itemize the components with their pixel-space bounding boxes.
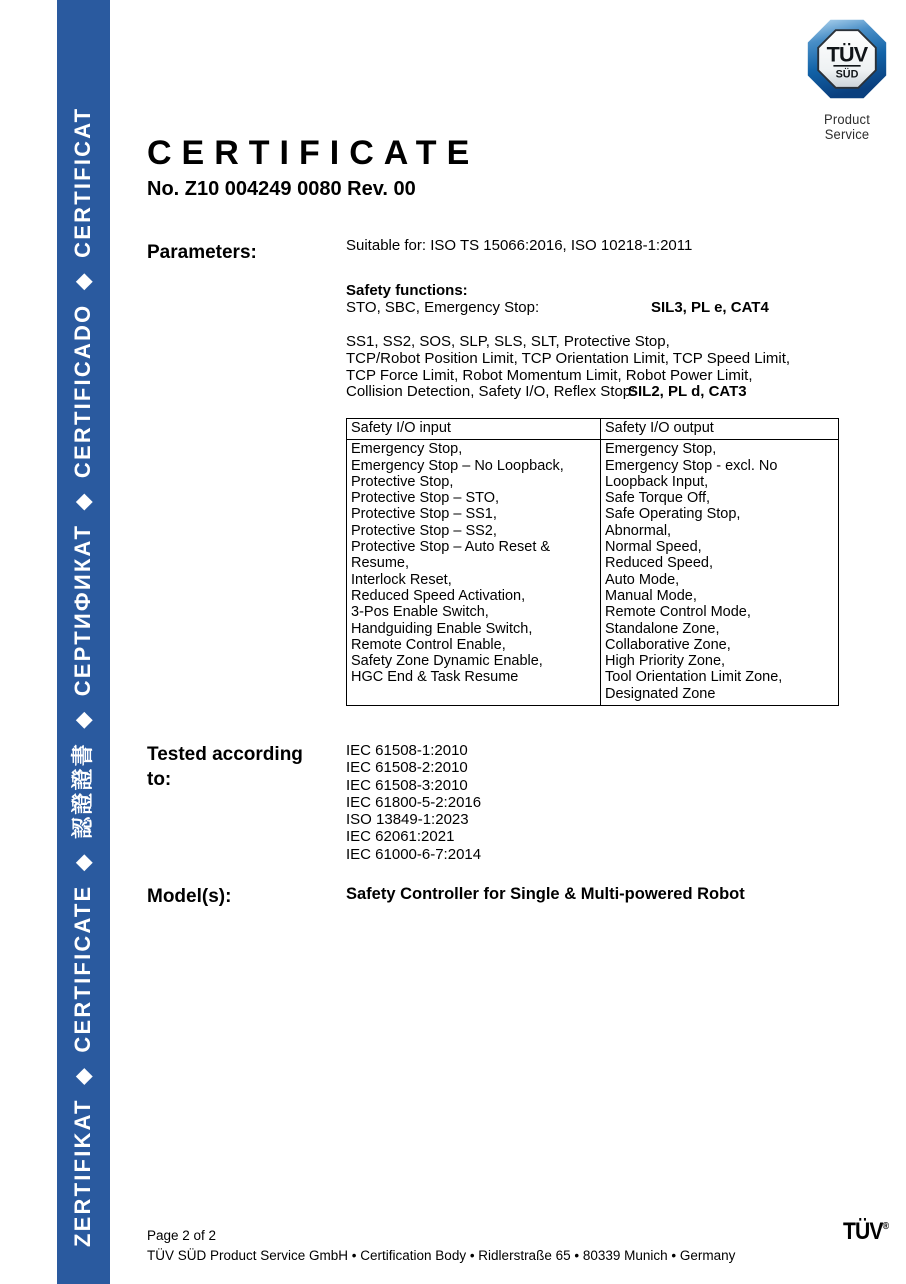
io-output-item: Safe Torque Off, [605, 490, 711, 507]
models-label: Model(s): [147, 886, 232, 907]
io-input-item: Handguiding Enable Switch, [351, 620, 533, 637]
io-output-item: Emergency Stop, [605, 441, 717, 458]
io-output-header: Safety I/O output [601, 419, 839, 440]
footer-address: TÜV SÜD Product Service GmbH • Certification Body • Ridlerstraße 65 • 80339 Munich • Germany [147, 1248, 736, 1263]
footer-page-number: Page 2 of 2 [147, 1228, 217, 1243]
standard-item: IEC 62061:2021 [346, 828, 455, 846]
sil2-line: TCP Force Limit, Robot Momentum Limit, Robot Power Limit, [346, 366, 753, 384]
suitable-for-line: Suitable for: ISO TS 15066:2016, ISO 10218-1:2011 [346, 237, 693, 254]
standard-item: IEC 61508-1:2010 [346, 742, 468, 759]
sil2-line: SS1, SS2, SOS, SLP, SLS, SLT, Protective Stop, [346, 333, 670, 350]
io-output-item: Standalone Zone, [605, 620, 720, 637]
io-output-item: Abnormal, [605, 522, 672, 539]
io-input-item: Protective Stop – STO, [351, 490, 500, 507]
io-output-item: High Priority Zone, [605, 653, 726, 670]
sil3-row [346, 300, 840, 317]
sil3-rating: SIL3, PL e, CAT4 [651, 299, 769, 316]
io-input-item: Emergency Stop – No Loopback, [351, 457, 564, 474]
io-output-item: Normal Speed, [605, 539, 702, 556]
sidebar-vertical-text: ZERTIFIKAT ◆ CERTIFICATE ◆ 認證證書 ◆ СЕРТИФИКАТ ◆ CERTIFICADO ◆ CERTIFICAT [70, 106, 95, 1247]
model-value: Safety Controller for Single & Multi-powered Robot [346, 885, 745, 903]
io-output-item: Emergency Stop - excl. No Loopback Input, [605, 457, 778, 490]
io-output-item: Remote Control Mode, [605, 604, 751, 621]
io-table-header-row [347, 419, 839, 440]
standard-item: IEC 61508-2:2010 [346, 759, 468, 777]
sil2-block [346, 334, 840, 401]
io-output-item: Auto Mode, [605, 571, 680, 588]
parameters-label: Parameters: [147, 242, 257, 263]
sil3-functions-text: STO, SBC, Emergency Stop: [346, 299, 540, 316]
safety-functions-heading: Safety functions: [346, 282, 468, 299]
tuv-sud-octagon-icon [807, 18, 887, 100]
standard-item: ISO 13849-1:2023 [346, 811, 469, 829]
logo-tuv-text: TÜV [826, 41, 868, 67]
io-output-item: Manual Mode, [605, 587, 697, 604]
io-output-item: Tool Orientation Limit Zone, [605, 669, 783, 686]
io-output-item: Reduced Speed, [605, 555, 714, 572]
io-output-item: Collaborative Zone, [605, 636, 731, 653]
io-input-item: Protective Stop – SS1, [351, 506, 497, 523]
sil2-line: TCP/Robot Position Limit, TCP Orientation Limit, TCP Speed Limit, [346, 349, 791, 367]
standard-item: IEC 61800-5-2:2016 [346, 793, 482, 811]
standards-list [346, 742, 481, 863]
certificate-number: No. Z10 004249 0080 Rev. 00 [147, 178, 416, 200]
io-table-body-row [347, 440, 839, 706]
safety-io-table [346, 418, 839, 706]
io-input-item: Interlock Reset, [351, 571, 452, 588]
io-input-item: Protective Stop – Auto Reset & Resume, [351, 539, 551, 572]
io-input-item: HGC End & Task Resume [351, 669, 519, 686]
standard-item: IEC 61000-6-7:2014 [346, 845, 482, 863]
io-output-item: Designated Zone [605, 685, 716, 702]
sil2-line: Collision Detection, Safety I/O, Reflex Stop: [346, 383, 636, 401]
io-input-item: Safety Zone Dynamic Enable, [351, 653, 543, 670]
sil2-rating: SIL2, PL d, CAT3 [628, 383, 747, 401]
io-input-item: Protective Stop – SS2, [351, 522, 497, 539]
tuv-wordmark [843, 1218, 889, 1246]
io-input-item: 3-Pos Enable Switch, [351, 604, 489, 621]
io-input-item: Remote Control Enable, [351, 636, 506, 653]
logo-sud-text: SÜD [835, 68, 859, 81]
io-input-item: Emergency Stop, [351, 441, 463, 458]
registered-symbol: ® [882, 1221, 890, 1232]
io-output-item: Safe Operating Stop, [605, 506, 741, 523]
sidebar-band [57, 0, 110, 1284]
io-input-item: Reduced Speed Activation, [351, 587, 526, 604]
standard-item: IEC 61508-3:2010 [346, 776, 468, 794]
io-output-cell [601, 440, 839, 706]
io-input-header: Safety I/O input [347, 419, 601, 440]
page-title: CERTIFICATE [147, 134, 480, 172]
io-input-item: Protective Stop, [351, 473, 454, 490]
tested-according-label: Tested according to: [147, 744, 303, 790]
tuv-wordmark-text: TÜV [843, 1218, 883, 1245]
tuv-sud-logo [806, 18, 888, 142]
logo-caption: Product Service [823, 112, 871, 142]
io-input-cell [347, 440, 601, 706]
sil2-lines [346, 334, 840, 401]
